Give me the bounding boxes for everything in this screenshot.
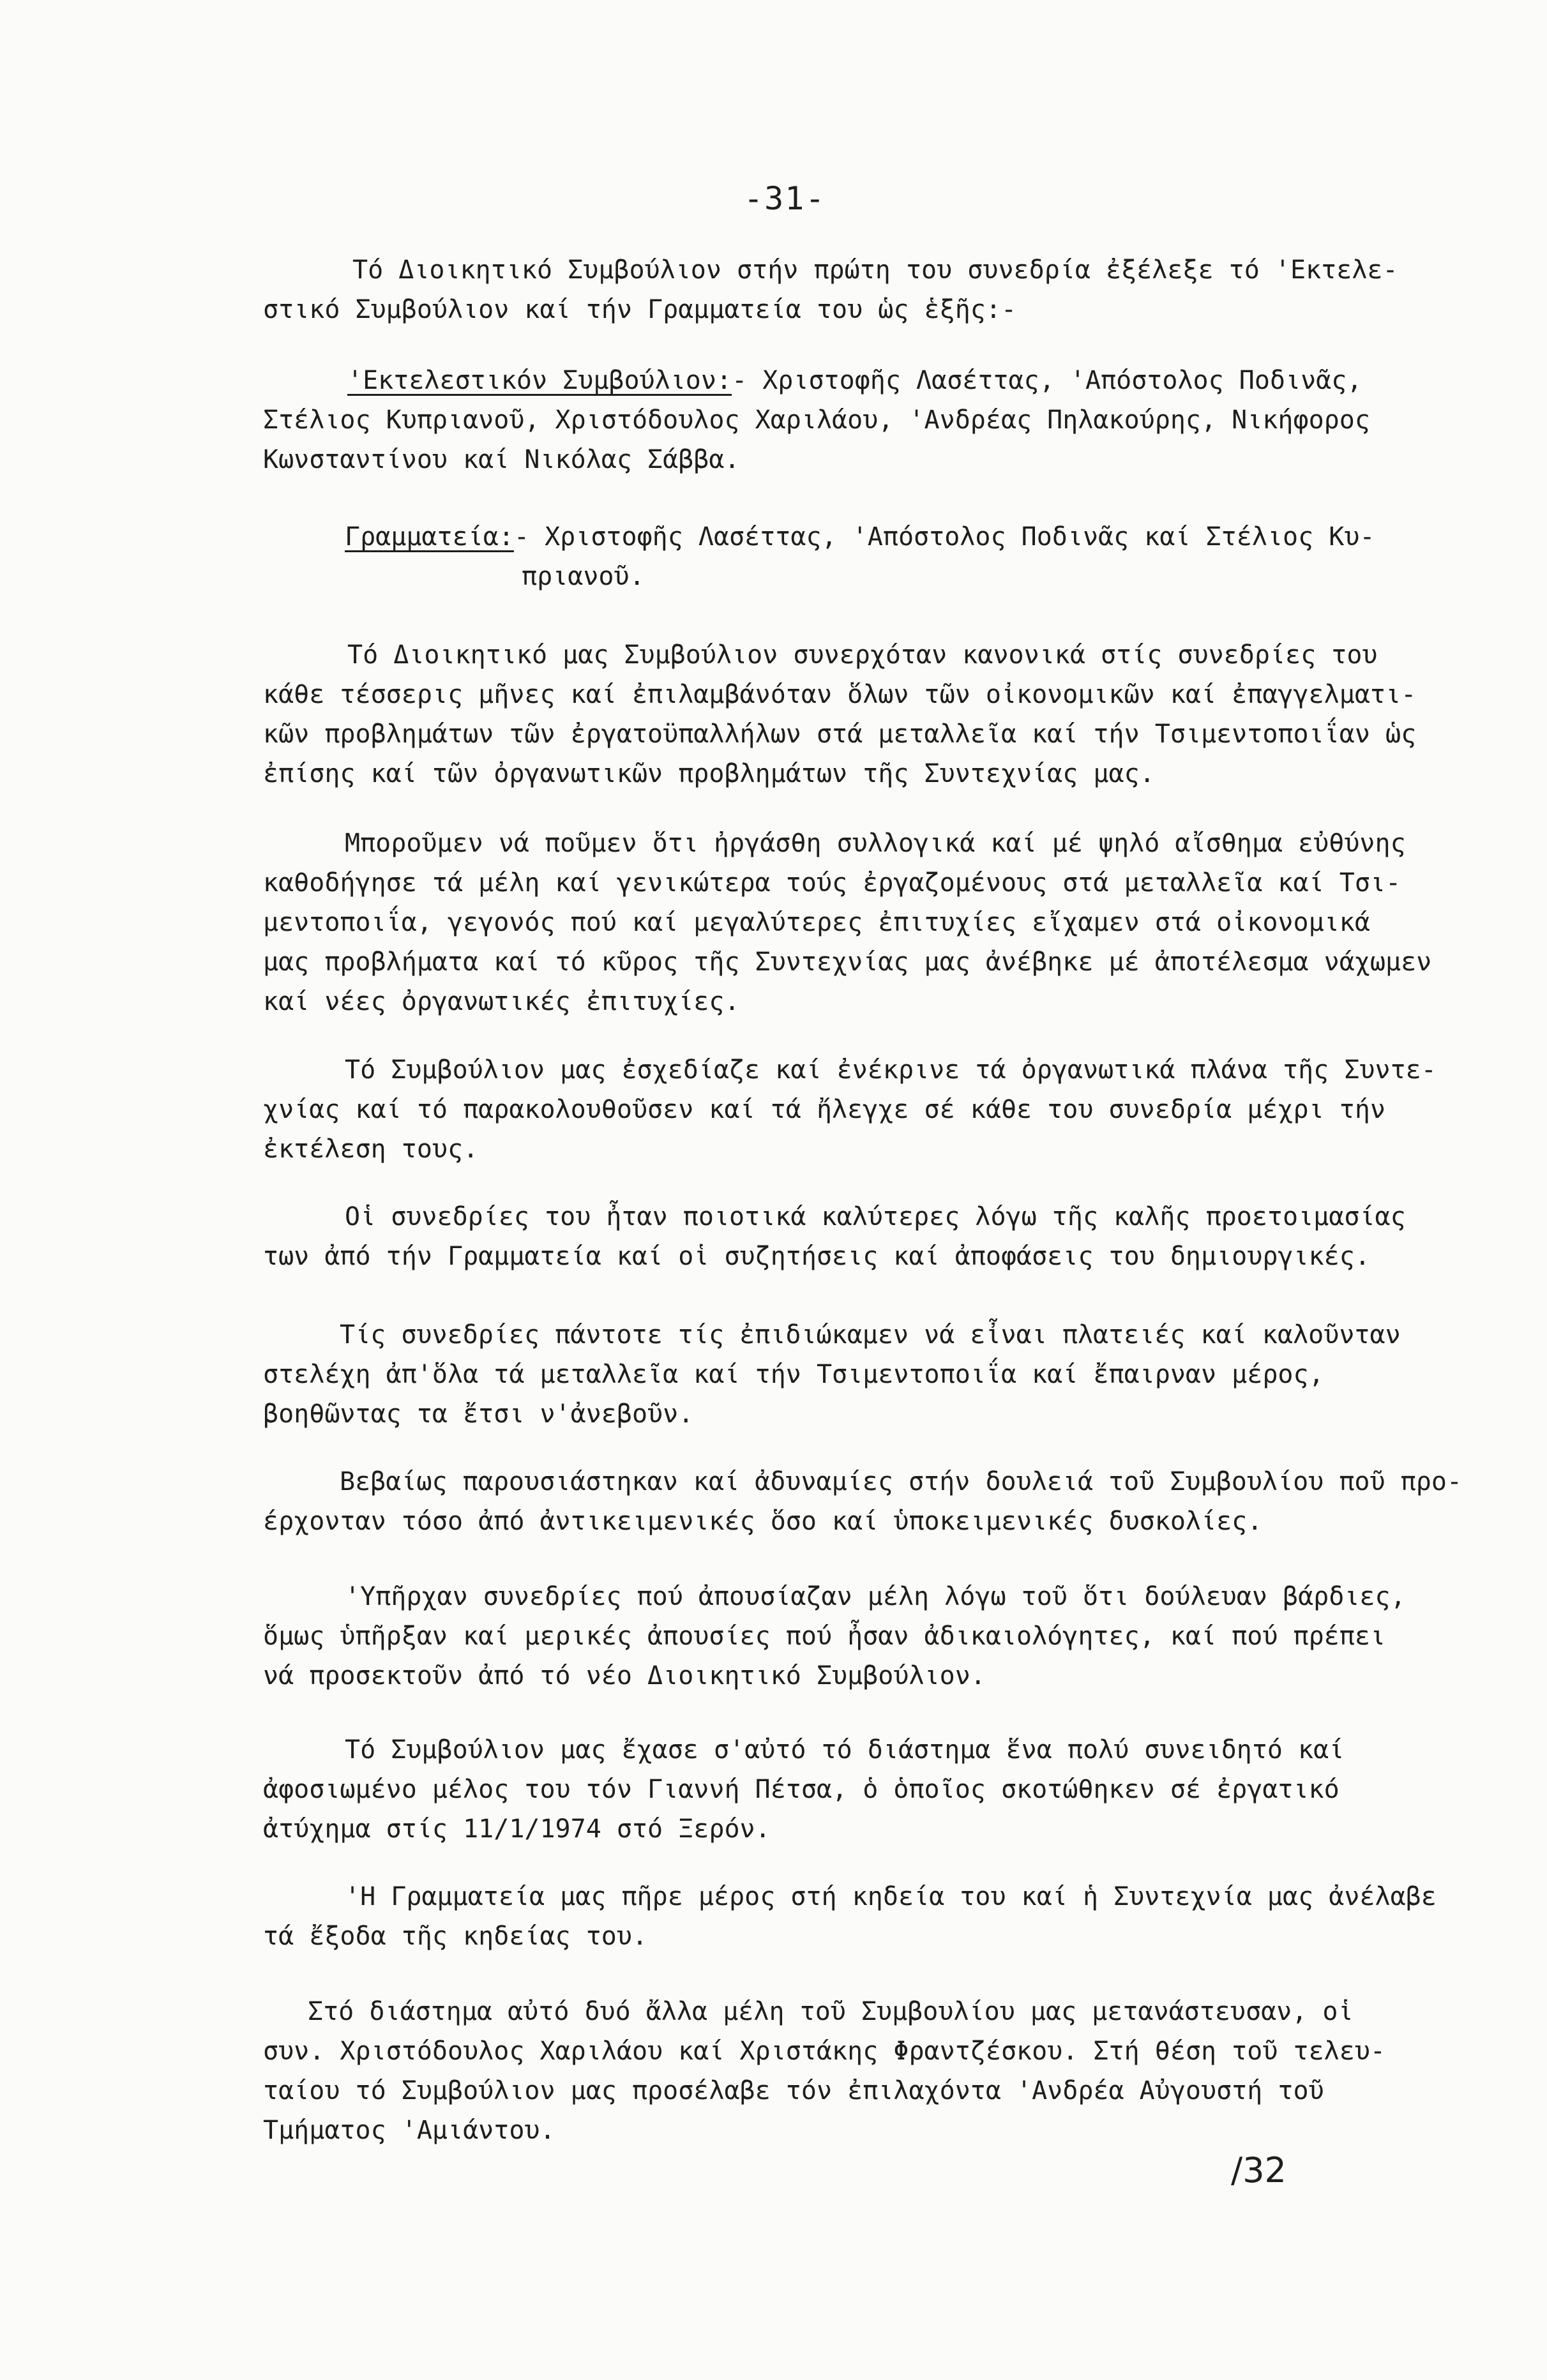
text-line: Τό Διοικητικό μας Συμβούλιον συνερχόταν κανονικά στίς συνεδρίες του [347,640,1378,670]
text-line [263,517,1476,557]
text-line: στικό Συμβούλιον καί τήν Γραμματεία του ὡς ἑξῆς:- [263,295,1017,324]
paragraph-1 [263,250,1476,329]
text-line: ἀφοσιωμένο μέλος του τόν Γιαννή Πέτσα, ὁ ὁποῖος σκοτώθηκεν σέ ἐργατικό [263,1775,1339,1804]
text-line: Μποροῦμεν νά ποῦμεν ὅτι ἠργάσθη συλλογικά καί μέ ψηλό αἴσθημα εὐθύνης [345,829,1406,858]
executive-council-members: - Χριστοφῆς Λασέττας, 'Απόστολος Ποδινᾶς, [732,366,1362,395]
text-line: χνίας καί τό παρακολουθοῦσεν καί τά ἤλεγχε σέ κάθε του συνεδρία μέχρι τήν [263,1095,1385,1124]
text-line [263,361,1476,400]
text-line: πριανοῦ. [522,562,645,591]
secretariat-members: - Χριστοφῆς Λασέττας, 'Απόστολος Ποδινᾶς καί Στέλιος Κυ- [513,522,1375,552]
paragraph-executive-council [263,361,1476,479]
text-line: 'Η Γραμματεία μας πῆρε μέρος στή κηδεία του καί ἡ Συντεχνία μας ἀνέλαβε [345,1882,1437,1911]
text-line: Τό Συμβούλιον μας ἔχασε σ'αὐτό τό διάστημα ἕνα πολύ συνειδητό καί [345,1735,1345,1765]
text-line: μας προβλήματα καί τό κῦρος τῆς Συντεχνίας μας ἀνέβηκε μέ ἀποτέλεσμα νάχωμεν [263,947,1432,977]
text-line: ἀτύχημα στίς 11/1/1974 στό Ξερόν. [263,1814,771,1844]
text-line: ἐπίσης καί τῶν ὀργανωτικῶν προβλημάτων τῆς Συντεχνίας μας. [263,759,1155,788]
text-line: μεντοποιΐα, γεγονός πού καί μεγαλύτερες ἐπιτυχίες εἴχαμεν στά οἰκονομικά [263,908,1370,937]
text-line: κῶν προβλημάτων τῶν ἐργατοϋπαλλήλων στά μεταλλεῖα καί τήν Τσιμεντοποιΐαν ὡς [263,719,1417,749]
text-line: Τό Συμβούλιον μας ἐσχεδίαζε καί ἐνέκρινε τά ὀργανωτικά πλάνα τῆς Συντε- [345,1055,1437,1085]
page-number: -31- [744,180,826,217]
text-line: των ἀπό τήν Γραμματεία καί οἱ συζητήσεις καί ἀποφάσεις του δημιουργικές. [263,1242,1370,1271]
paragraph-9 [263,1462,1476,1541]
text-line: 'Υπῆρχαν συνεδρίες πού ἀπουσίαζαν μέλη λόγω τοῦ ὅτι δούλευαν βάρδιες, [345,1582,1406,1611]
text-line: Τμήματος 'Αμιάντου. [263,2116,555,2145]
text-line: ὅμως ὑπῆρξαν καί μερικές ἀπουσίες πού ἦσαν ἀδικαιολόγητες, καί πού πρέπει [263,1622,1385,1651]
secretariat-label: Γραμματεία: [345,522,514,552]
text-line: έρχονταν τόσο ἀπό ἀντικειμενικές ὅσο καί ὑποκειμενικές δυσκολίες. [263,1507,1263,1536]
text-line: νά προσεκτοῦν ἀπό τό νέο Διοικητικό Συμβούλιον. [263,1661,986,1691]
paragraph-4 [263,635,1476,794]
text-line: βοηθῶντας τα ἔτσι ν'ἀνεβοῦν. [263,1399,694,1429]
paragraph-12 [263,1877,1476,1956]
executive-council-label: 'Εκτελεστικόν Συμβούλιον: [347,366,732,395]
paragraph-10 [263,1577,1476,1696]
text-line: ταίου τό Συμβούλιον μας προσέλαβε τόν ἐπιλαχόντα 'Ανδρέα Αὐγουστή τοῦ [263,2076,1324,2105]
paragraph-8 [263,1315,1476,1434]
text-line: συν. Χριστόδουλος Χαριλάου καί Χριστάκης Φραντζέσκου. Στή θέση τοῦ τελευ- [263,2037,1385,2066]
paragraph-5 [263,824,1476,1021]
text-line: Βεβαίως παρουσιάστηκαν καί ἀδυναμίες στήν δουλειά τοῦ Συμβουλίου ποῦ προ- [340,1467,1462,1496]
paragraph-13 [263,1992,1476,2150]
paragraph-secretariat [263,517,1476,596]
next-page-indicator: /32 [1231,2150,1287,2190]
text-line: τά ἔξοδα τῆς κηδείας του. [263,1922,648,1951]
text-line: Στέλιος Κυπριανοῦ, Χριστόδουλος Χαριλάου, 'Ανδρέας Πηλακούρης, Νικήφορος [263,405,1370,435]
text-line: Τίς συνεδρίες πάντοτε τίς ἐπιδιώκαμεν νά εἶναι πλατειές καί καλοῦνταν [340,1320,1401,1350]
paragraph-6 [263,1050,1476,1169]
text-line: Στό διάστημα αὐτό δυό ἄλλα μέλη τοῦ Συμβουλίου μας μετανάστευσαν, οἱ [308,1997,1354,2026]
text-line: στελέχη ἀπ'ὅλα τά μεταλλεῖα καί τήν Τσιμεντοποιΐα καί ἔπαιρναν μέρος, [263,1360,1324,1389]
text-line: Οἱ συνεδρίες του ἦταν ποιοτικά καλύτερες λόγω τῆς καλῆς προετοιμασίας [345,1202,1406,1231]
paragraph-7 [263,1197,1476,1276]
text-line: καί νέες ὀργανωτικές ἐπιτυχίες. [263,987,740,1016]
text-line: κάθε τέσσερις μῆνες καί ἐπιλαμβάνόταν ὅλων τῶν οἰκονομικῶν καί ἐπαγγελματι- [263,680,1417,709]
text-line: Κωνσταντίνου καί Νικόλας Σάββα. [263,445,740,474]
text-line: Τό Διοικητικό Συμβούλιον στήν πρώτη του συνεδρία ἐξέλεξε τό 'Εκτελε- [352,255,1398,285]
paragraph-11 [263,1730,1476,1849]
text-line: ἐκτέλεση τους. [263,1134,479,1164]
text-line: καθοδήγησε τά μέλη καί γενικώτερα τούς ἐργαζομένους στά μεταλλεῖα καί Τσι- [263,868,1401,898]
